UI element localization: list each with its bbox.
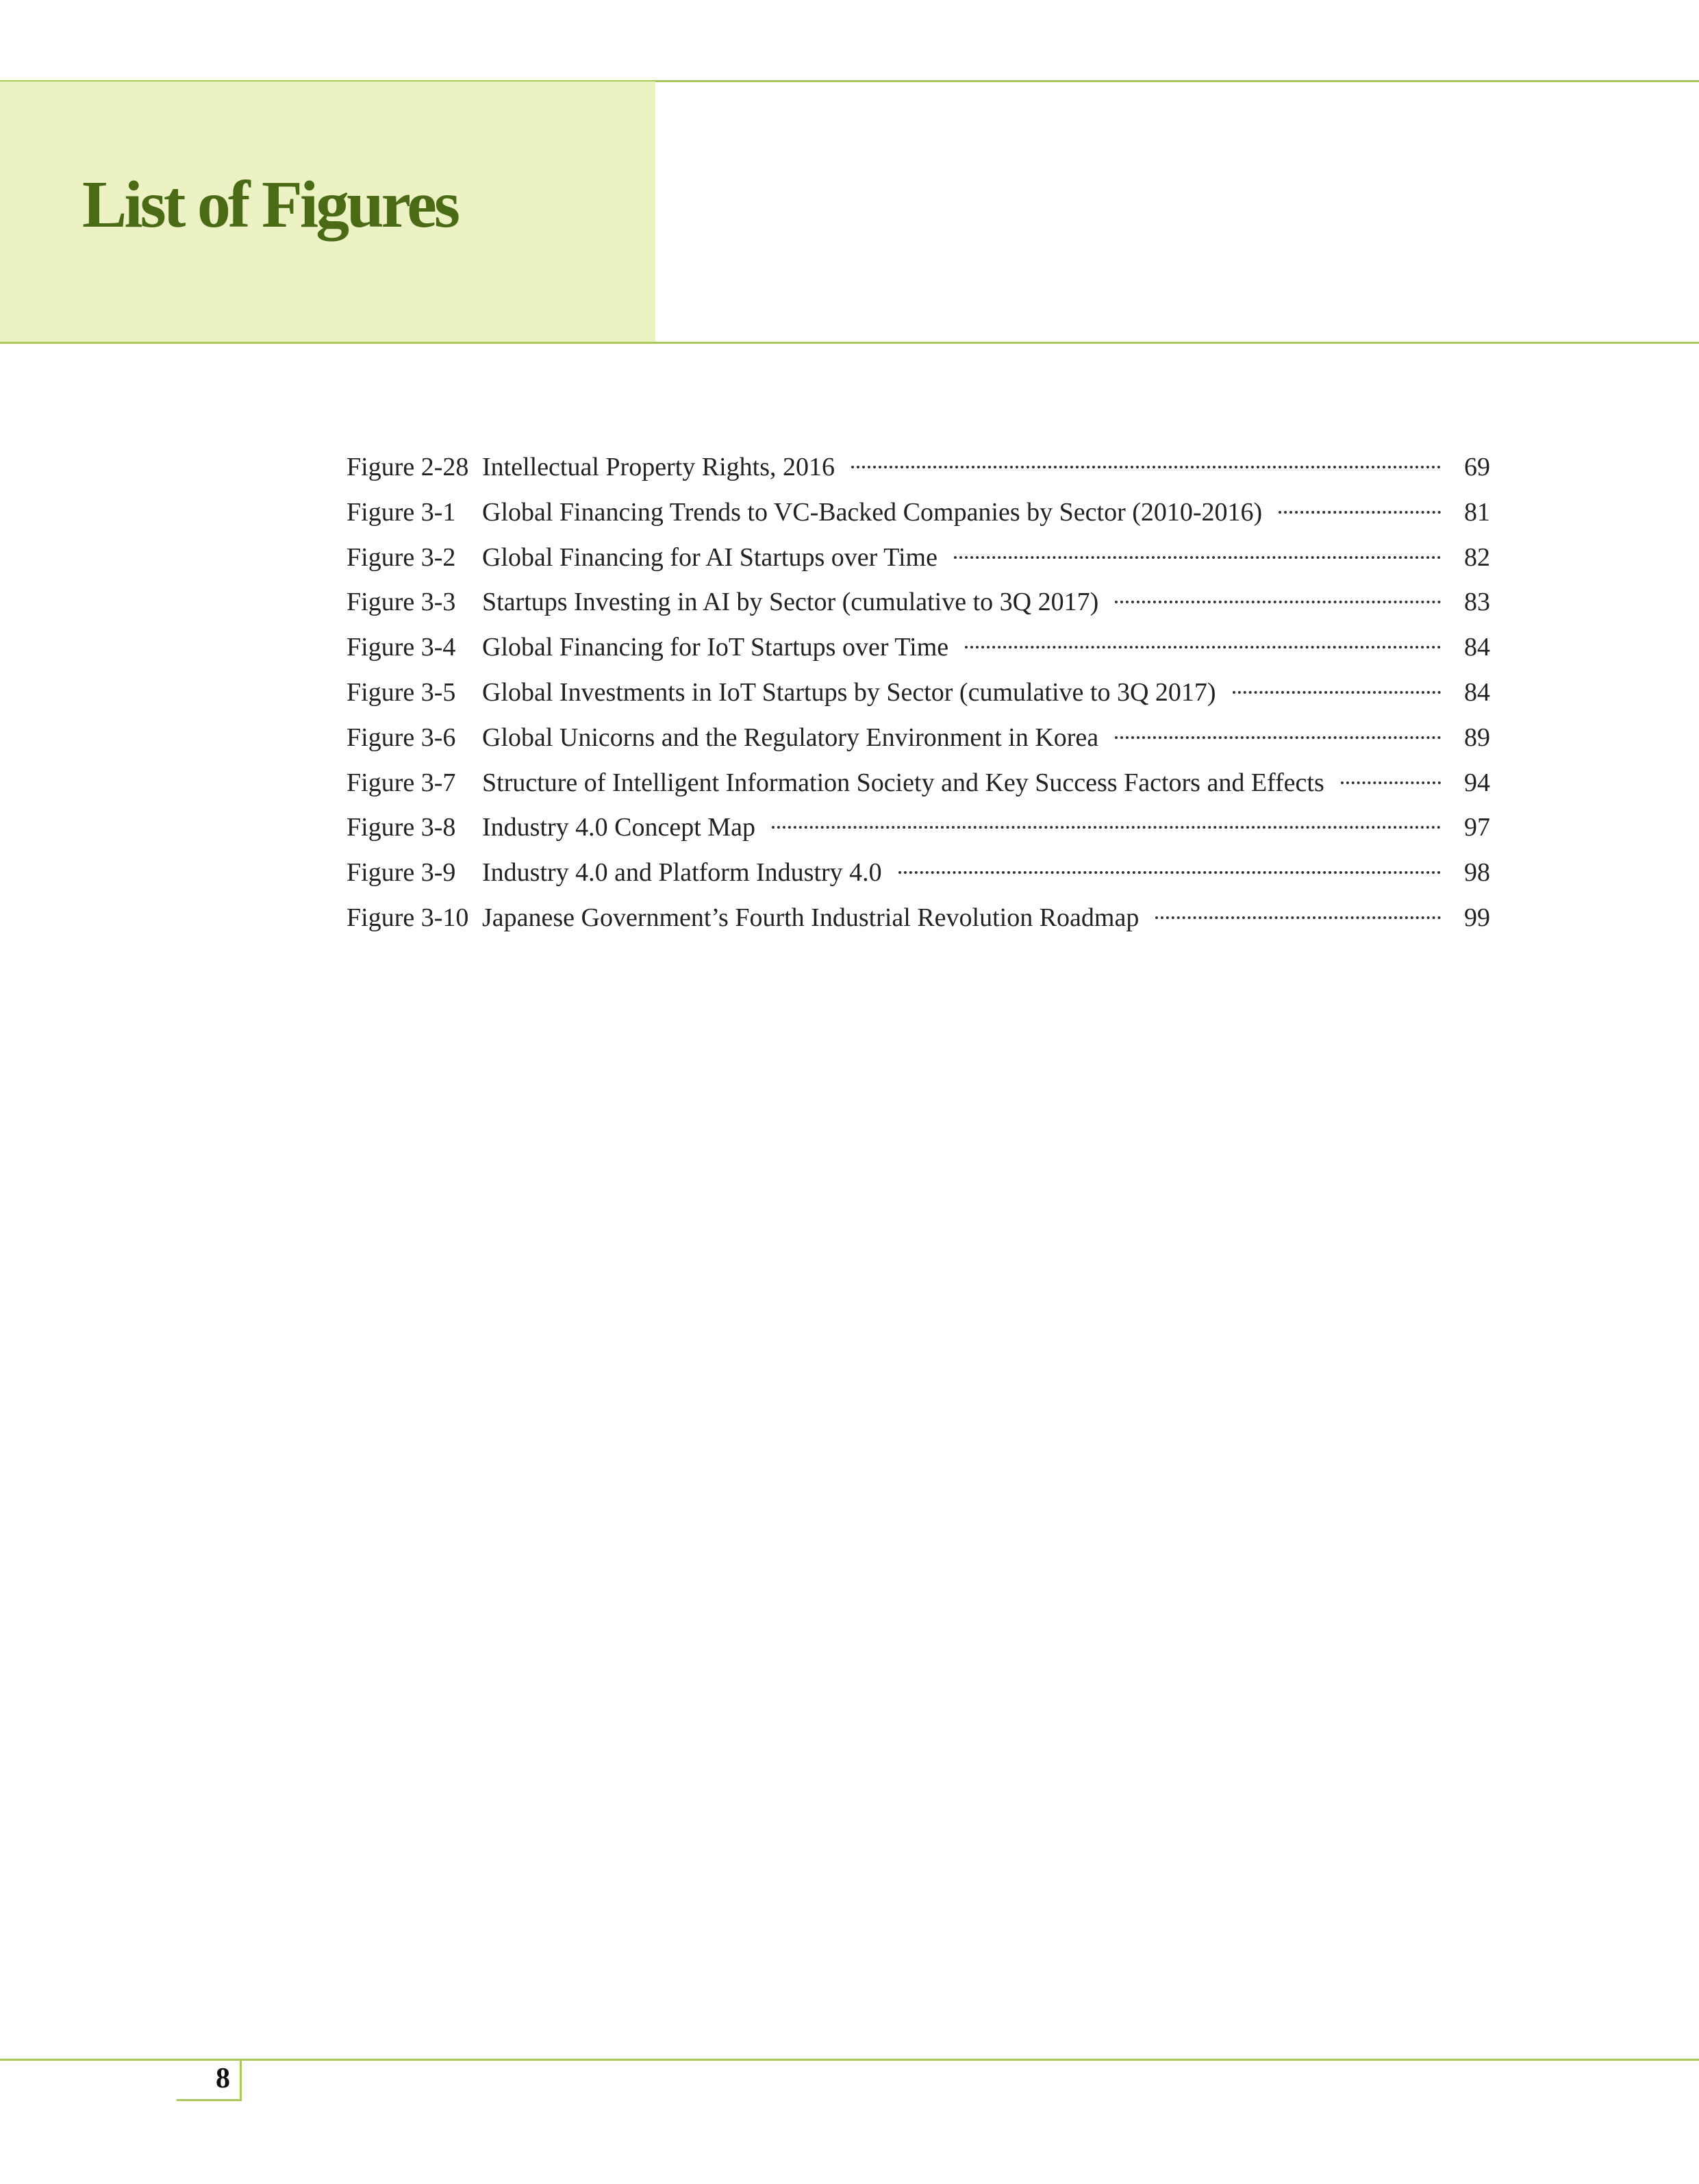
figure-title: Structure of Intelligent Information Society and Key Success Factors and Effects (482, 768, 1324, 797)
figure-page-number: 89 (1464, 723, 1490, 752)
dot-leader (851, 466, 1441, 468)
figure-entry[interactable] (347, 901, 1490, 946)
dot-leader (954, 556, 1441, 559)
figure-page-number: 84 (1464, 677, 1490, 707)
page-title: List of Figures (82, 168, 457, 242)
figure-page-number: 84 (1464, 633, 1490, 662)
figure-number: Figure 3-5 (347, 677, 456, 707)
figure-entry[interactable] (347, 540, 1490, 586)
figure-number: Figure 3-9 (347, 858, 456, 888)
figure-title: Global Financing Trends to VC-Backed Companies by Sector (2010-2016) (482, 497, 1263, 527)
figure-entry[interactable] (347, 495, 1490, 540)
figure-page-number: 97 (1464, 813, 1490, 842)
dot-leader (1341, 781, 1441, 784)
page-number-box (177, 2060, 242, 2101)
dot-leader (772, 826, 1441, 829)
figure-entry[interactable] (347, 675, 1490, 720)
figure-number: Figure 3-1 (347, 497, 456, 527)
figure-page-number: 82 (1464, 542, 1490, 572)
figure-title: Intellectual Property Rights, 2016 (482, 453, 835, 481)
header-bottom-rule (0, 342, 1699, 344)
figure-title: Japanese Government’s Fourth Industrial Revolution Roadmap (482, 903, 1140, 932)
figure-number: Figure 3-7 (347, 768, 456, 797)
figure-number: Figure 2-28 (347, 453, 469, 481)
figure-title: Global Financing for AI Startups over Time (482, 542, 937, 572)
figure-list (347, 450, 1490, 946)
figure-entry[interactable] (347, 720, 1490, 766)
figure-page-number: 99 (1464, 903, 1490, 932)
figure-title: Industry 4.0 and Platform Industry 4.0 (482, 858, 882, 888)
figure-entry[interactable] (347, 585, 1490, 630)
dot-leader (1155, 916, 1441, 919)
figure-number: Figure 3-2 (347, 542, 456, 572)
figure-page-number: 83 (1464, 588, 1490, 617)
page-number: 8 (216, 2063, 230, 2094)
figure-page-number: 81 (1464, 497, 1490, 527)
figure-title: Industry 4.0 Concept Map (482, 813, 755, 842)
figure-page-number: 69 (1464, 453, 1490, 481)
figure-number: Figure 3-4 (347, 633, 456, 662)
dot-leader (898, 871, 1441, 874)
figure-entry[interactable] (347, 766, 1490, 811)
figure-entry[interactable] (347, 810, 1490, 855)
figure-number: Figure 3-10 (347, 903, 469, 932)
figure-entry[interactable] (347, 630, 1490, 675)
dot-leader (1115, 736, 1441, 739)
figure-title: Global Investments in IoT Startups by Sector (cumulative to 3Q 2017) (482, 677, 1216, 707)
footer-rule (0, 2059, 1699, 2061)
dot-leader (1233, 691, 1441, 694)
figure-page-number: 98 (1464, 858, 1490, 888)
dot-leader (965, 646, 1441, 649)
dot-leader (1279, 511, 1441, 514)
dot-leader (1115, 601, 1441, 603)
figure-entry[interactable] (347, 450, 1490, 495)
figure-title: Global Unicorns and the Regulatory Environment in Korea (482, 723, 1099, 752)
figure-number: Figure 3-3 (347, 588, 456, 617)
figure-title: Global Financing for IoT Startups over Time (482, 633, 949, 662)
figure-entry[interactable] (347, 855, 1490, 901)
figure-page-number: 94 (1464, 768, 1490, 797)
figure-number: Figure 3-8 (347, 813, 456, 842)
figure-number: Figure 3-6 (347, 723, 456, 752)
figure-title: Startups Investing in AI by Sector (cumulative to 3Q 2017) (482, 588, 1099, 617)
